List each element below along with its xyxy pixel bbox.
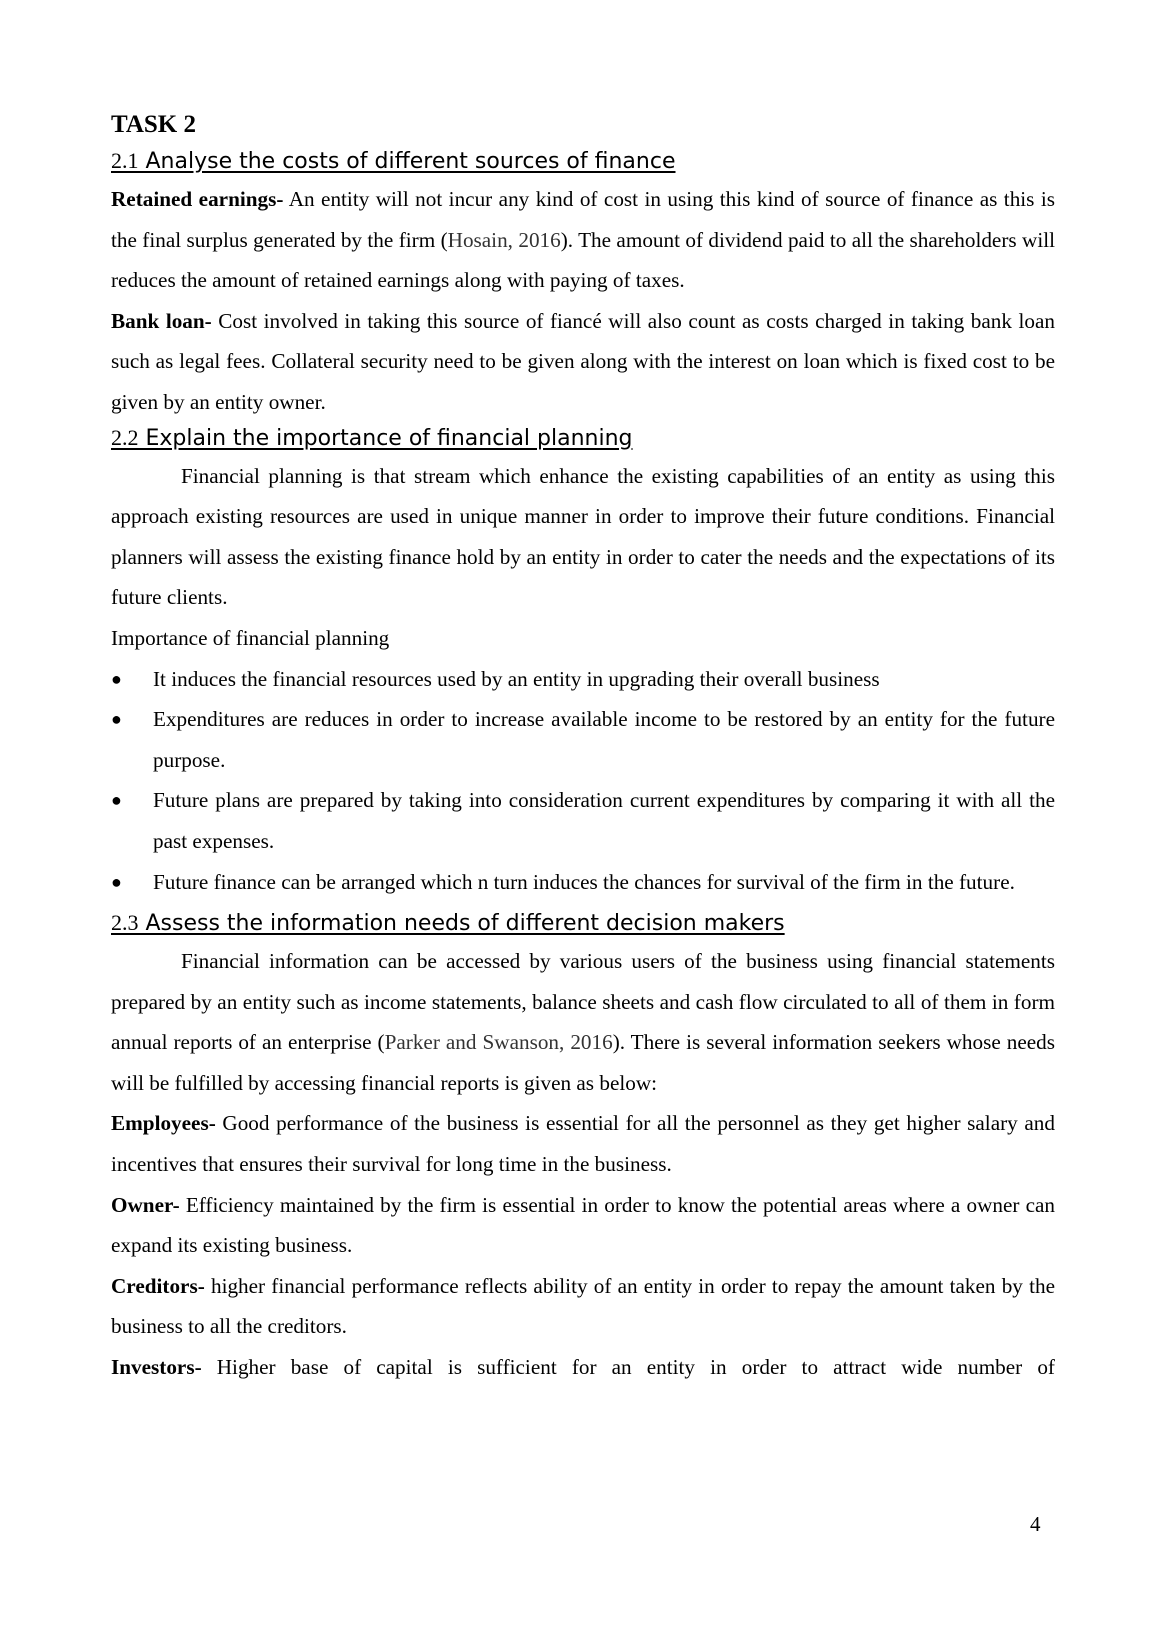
creditors-label: Creditors- <box>111 1273 205 1298</box>
importance-heading: Importance of financial planning <box>111 625 390 650</box>
employees-label: Employees- <box>111 1111 216 1136</box>
bank-loan-paragraph <box>111 301 1055 423</box>
financial-information-intro <box>111 941 1055 1103</box>
creditors-text: higher financial performance reflects ability of an entity in order to repay the amount taken by the business to all the creditors. <box>111 1273 1055 1339</box>
owner-label: Owner- <box>111 1192 180 1217</box>
section-2-3-title: Assess the information needs of different decision makers <box>145 911 785 937</box>
section-2-2-title: Explain the importance of financial planning <box>145 425 633 451</box>
list-item <box>111 862 1055 903</box>
employees-text: Good performance of the business is essential for all the personnel as they get higher salary and incentives that ensures their survival for long time in the business. <box>111 1111 1055 1177</box>
bullet-text: Expenditures are reduces in order to increase available income to be restored by an entity for the future purpose. <box>153 707 1055 772</box>
retained-earnings-text-a: An entity will not incur any kind of cost in using this kind of source of finance as this is the final surplus generated by the firm ( <box>111 187 1055 252</box>
retained-earnings-label: Retained earnings- <box>111 187 284 211</box>
importance-bullet-list <box>111 659 1055 903</box>
bullet-text: Future finance can be arranged which n turn induces the chances for survival of the firm in the future. <box>153 869 1015 894</box>
investors-paragraph <box>111 1347 1055 1388</box>
retained-earnings-paragraph <box>111 179 1055 301</box>
bullet-text: Future plans are prepared by taking into consideration current expenditures by comparing it with all the past expenses. <box>153 788 1055 853</box>
bullet-icon: ● <box>111 668 122 689</box>
financial-planning-intro: Financial planning is that stream which enhance the existing capabilities of an entity as using this approach existing resources are used in unique manner in order to improve their future conditions. Financial planners will assess the existing finance hold by an entity in order to cater the needs and the expectations of its future clients. <box>111 463 1055 610</box>
section-2-2-heading <box>111 423 1055 454</box>
list-item <box>111 780 1055 861</box>
bank-loan-label: Bank loan- <box>111 308 212 333</box>
section-2-1-title: Analyse the costs of different sources of finance <box>145 149 676 174</box>
owner-paragraph <box>111 1185 1055 1266</box>
section-2-2-number: 2.2 <box>111 424 139 450</box>
list-item <box>111 659 1055 700</box>
citation-parker-swanson: Parker and Swanson, 2016 <box>384 1030 613 1055</box>
creditors-paragraph <box>111 1266 1055 1347</box>
citation-hosain: Hosain, 2016 <box>447 227 561 252</box>
bullet-icon: ● <box>111 871 122 892</box>
owner-text: Efficiency maintained by the firm is essential in order to know the potential areas where a owner can expand its existing business. <box>111 1192 1055 1258</box>
section-2-1-number: 2.1 <box>111 148 139 173</box>
bullet-icon: ● <box>111 709 122 730</box>
investors-text: Higher base of capital is sufficient for an entity in order to attract wide number of <box>201 1355 1055 1380</box>
list-item <box>111 699 1055 780</box>
bank-loan-text: Cost involved in taking this source of fiancé will also count as costs charged in taking bank loan such as legal fees. Collateral security need to be given along with the interest on loan which is fixed cost to be given by an entity owner. <box>111 308 1056 414</box>
section-2-3-heading <box>111 908 1055 939</box>
retained-earnings-text-b: ). The amount of dividend paid to all the shareholders will reduces the amount of retained earnings along with paying of taxes. <box>111 227 1055 293</box>
task-title: TASK 2 <box>111 111 196 138</box>
investors-label: Investors- <box>111 1355 202 1380</box>
page-number: 4 <box>1030 1512 1041 1536</box>
bullet-text: It induces the financial resources used by an entity in upgrading their overall business <box>153 666 880 691</box>
financial-information-text-a: Financial information can be accessed by various users of the business using financial statements prepared by an entity such as income statements, balance sheets and cash flow circulated to all of them in form annual reports of an enterprise ( <box>111 949 1055 1055</box>
bullet-icon: ● <box>111 790 122 811</box>
employees-paragraph <box>111 1103 1055 1184</box>
section-2-1-heading <box>111 146 1055 177</box>
financial-information-text-b: ). There is several information seekers whose needs will be fulfilled by accessing financial reports is given as below: <box>111 1030 1056 1095</box>
page-content <box>111 110 1055 1388</box>
section-2-3-number: 2.3 <box>111 910 139 936</box>
